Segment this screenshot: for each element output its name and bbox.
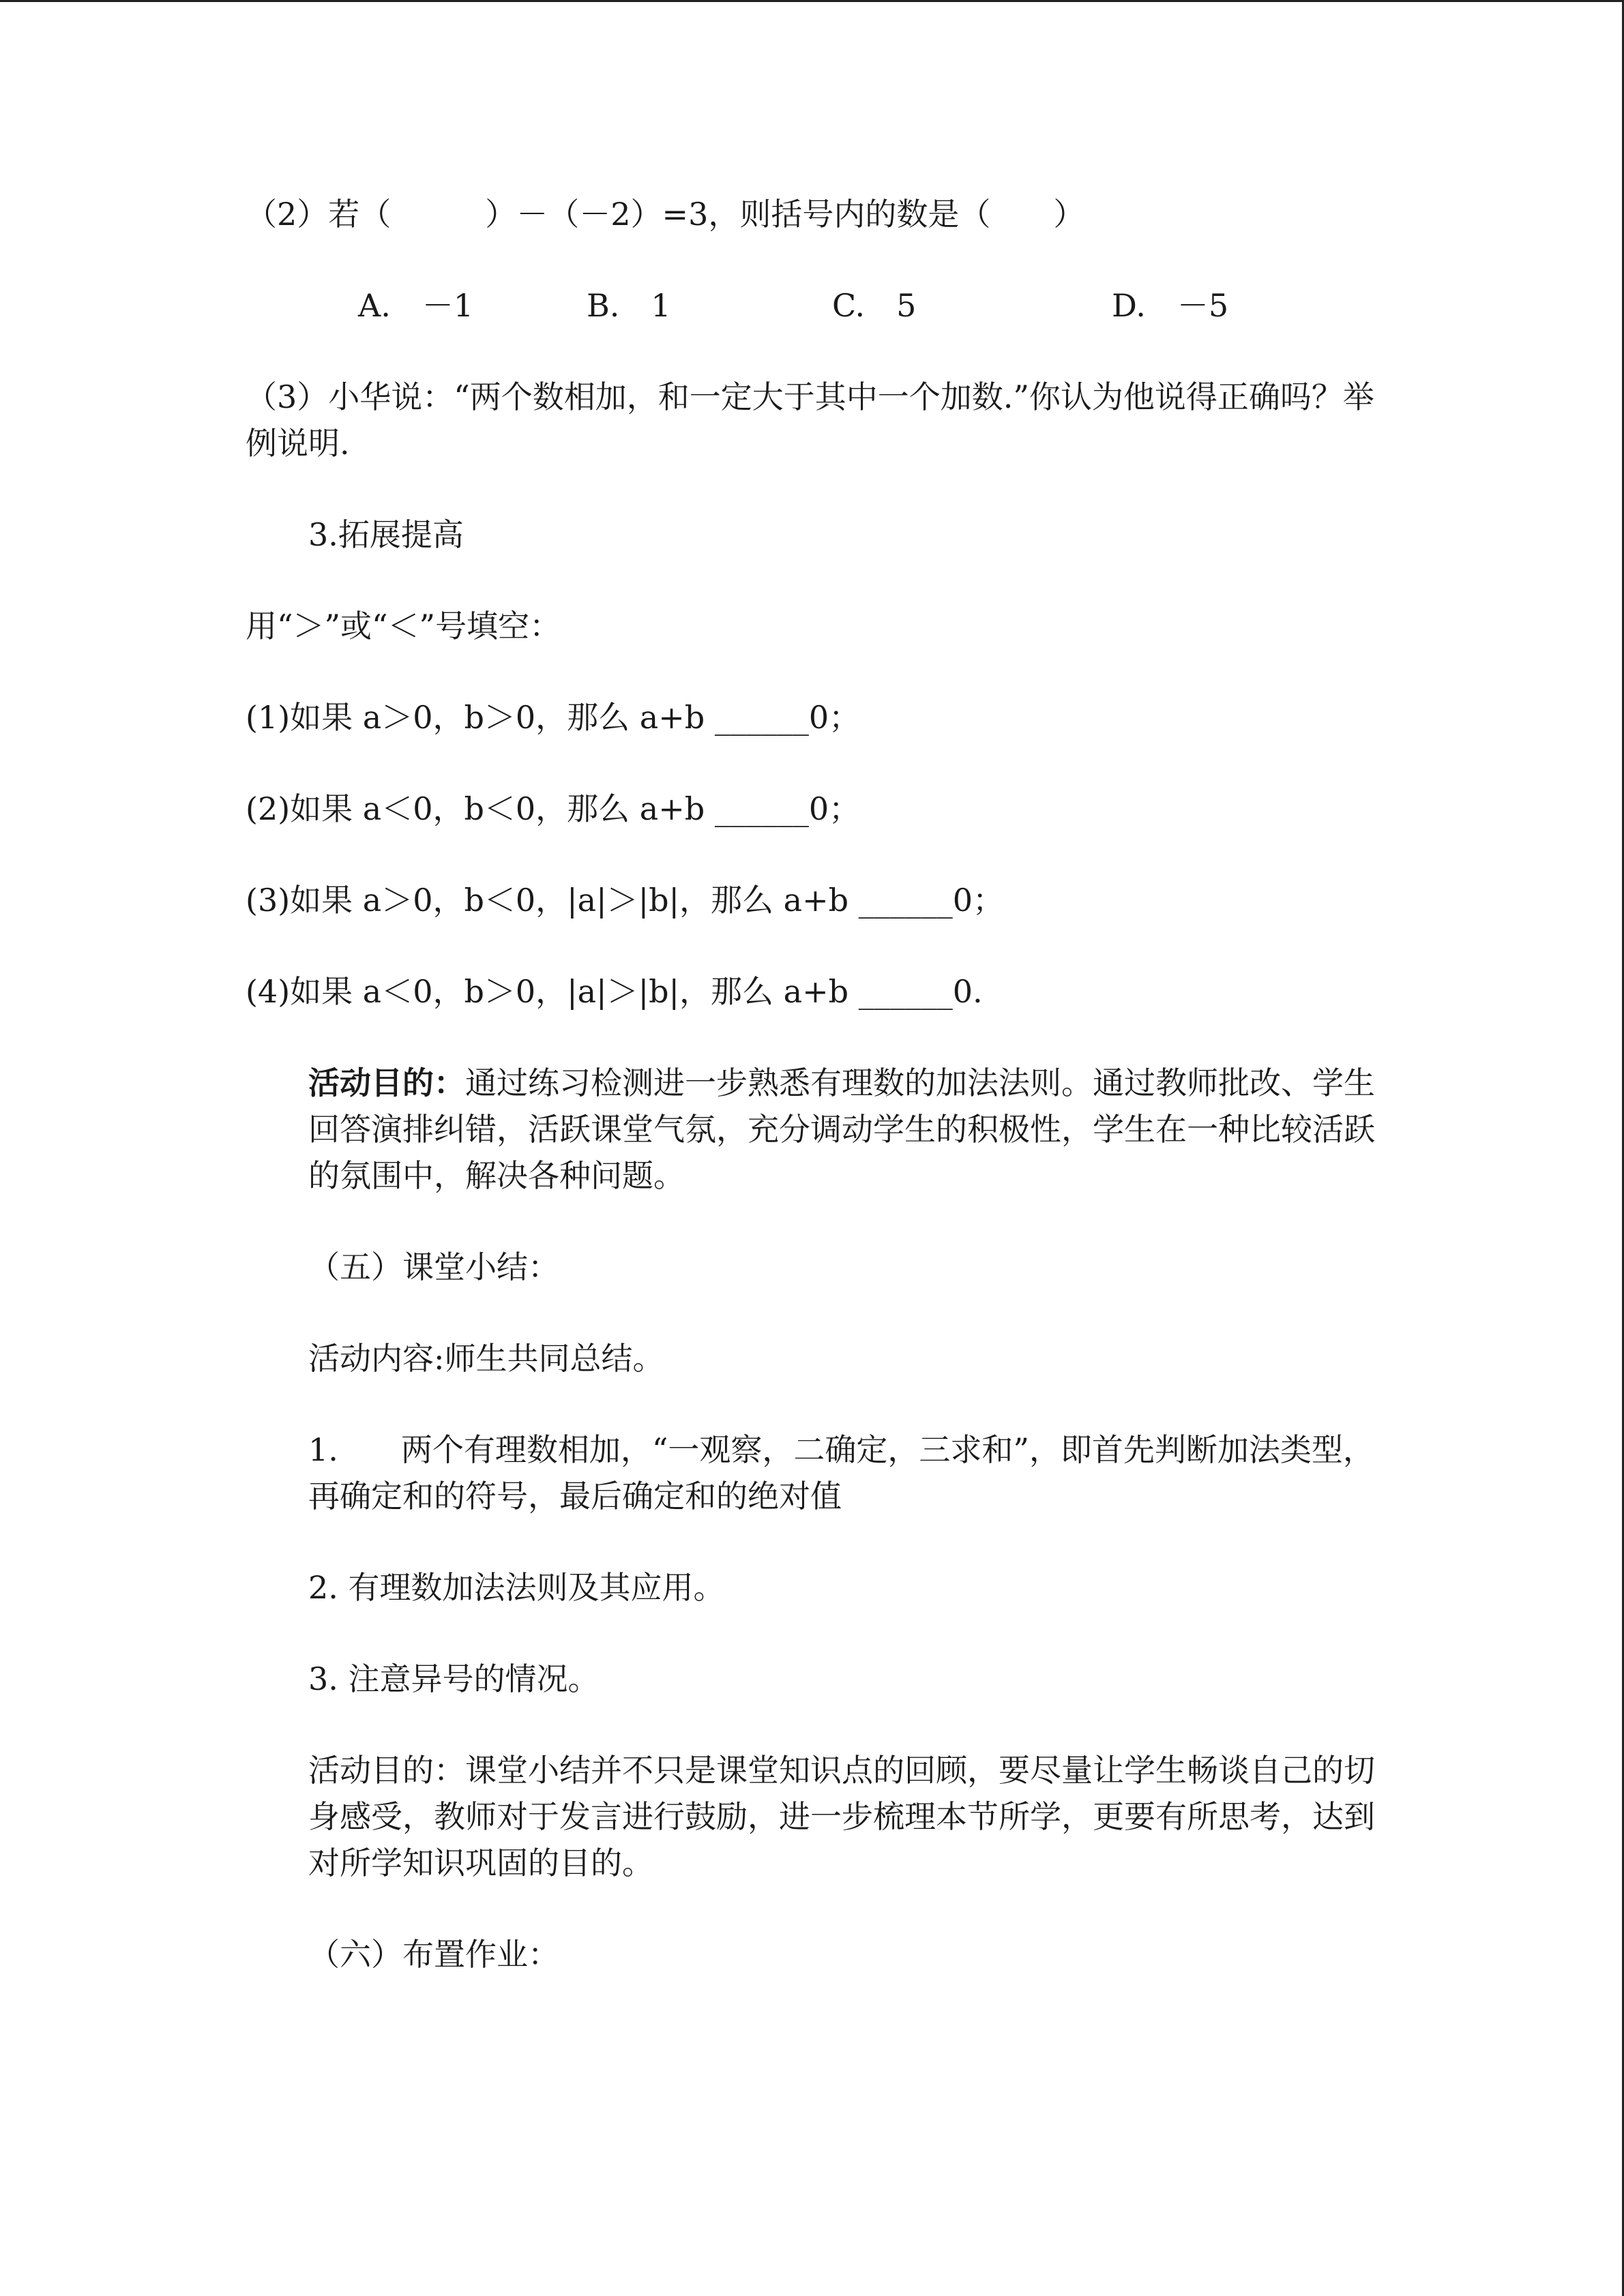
- activity-purpose-text: 通过练习检测进一步熟悉有理数的加法法则。通过教师批改、学生回答演排纠错，活跃课堂气氛，充分调动学生的积极性，学生在一种比较活跃的氛围中，解决各种问题。: [308, 1064, 1375, 1194]
- section-5-heading: （五）课堂小结：: [308, 1249, 559, 1285]
- activity-purpose-label: 活动目的：: [308, 1064, 465, 1101]
- document-body: [246, 191, 1391, 2023]
- activity-purpose-2: 活动目的：课堂小结并不只是课堂知识点的回顾，要尽量让学生畅谈自己的切身感受，教师对于发言进行鼓励，进一步梳理本节所学，更要有所思考，达到对所学知识巩固的目的。: [308, 1752, 1375, 1881]
- page-top-border: [0, 0, 1624, 2]
- question-2-options: [246, 282, 1391, 329]
- summary-point-3: 3. 注意异号的情况。: [308, 1660, 600, 1697]
- option-d: D. －5: [1112, 287, 1229, 324]
- question-3: （3）小华说：“两个数相加，和一定大于其中一个加数.”你认为他说得正确吗？举例说明.: [246, 378, 1374, 462]
- section-6-heading: （六）布置作业：: [308, 1936, 559, 1973]
- question-2-stem: （2）若（ ）－（－2）=3，则括号内的数是（ ）: [246, 196, 1085, 233]
- summary-point-2: 2. 有理数加法法则及其应用。: [308, 1569, 725, 1606]
- activity-purpose-1: [246, 1060, 1391, 1199]
- fill-item-2: (2)如果 a＜0，b＜0，那么 a+b ______0；: [246, 790, 861, 827]
- section-3-heading: 3.拓展提高: [308, 516, 464, 553]
- option-c: C. 5: [832, 287, 917, 324]
- fill-item-1: (1)如果 a＞0，b＞0，那么 a+b ______0；: [246, 699, 861, 736]
- option-a: A. －1: [358, 287, 474, 324]
- fill-item-4: (4)如果 a＜0，b＞0，|a|＞|b|，那么 a+b ______0.: [246, 973, 983, 1010]
- summary-point-1: 1. 两个有理数相加，“一观察，二确定，三求和”，即首先判断加法类型，再确定和的符号，最后确定和的绝对值: [308, 1431, 1374, 1515]
- fill-item-3: (3)如果 a＞0，b＜0，|a|＞|b|，那么 a+b ______0；: [246, 882, 1004, 919]
- section-3-intro: 用“＞”或“＜”号填空：: [246, 608, 561, 644]
- section-5-activity: 活动内容:师生共同总结。: [308, 1340, 664, 1377]
- option-b: B. 1: [587, 287, 671, 324]
